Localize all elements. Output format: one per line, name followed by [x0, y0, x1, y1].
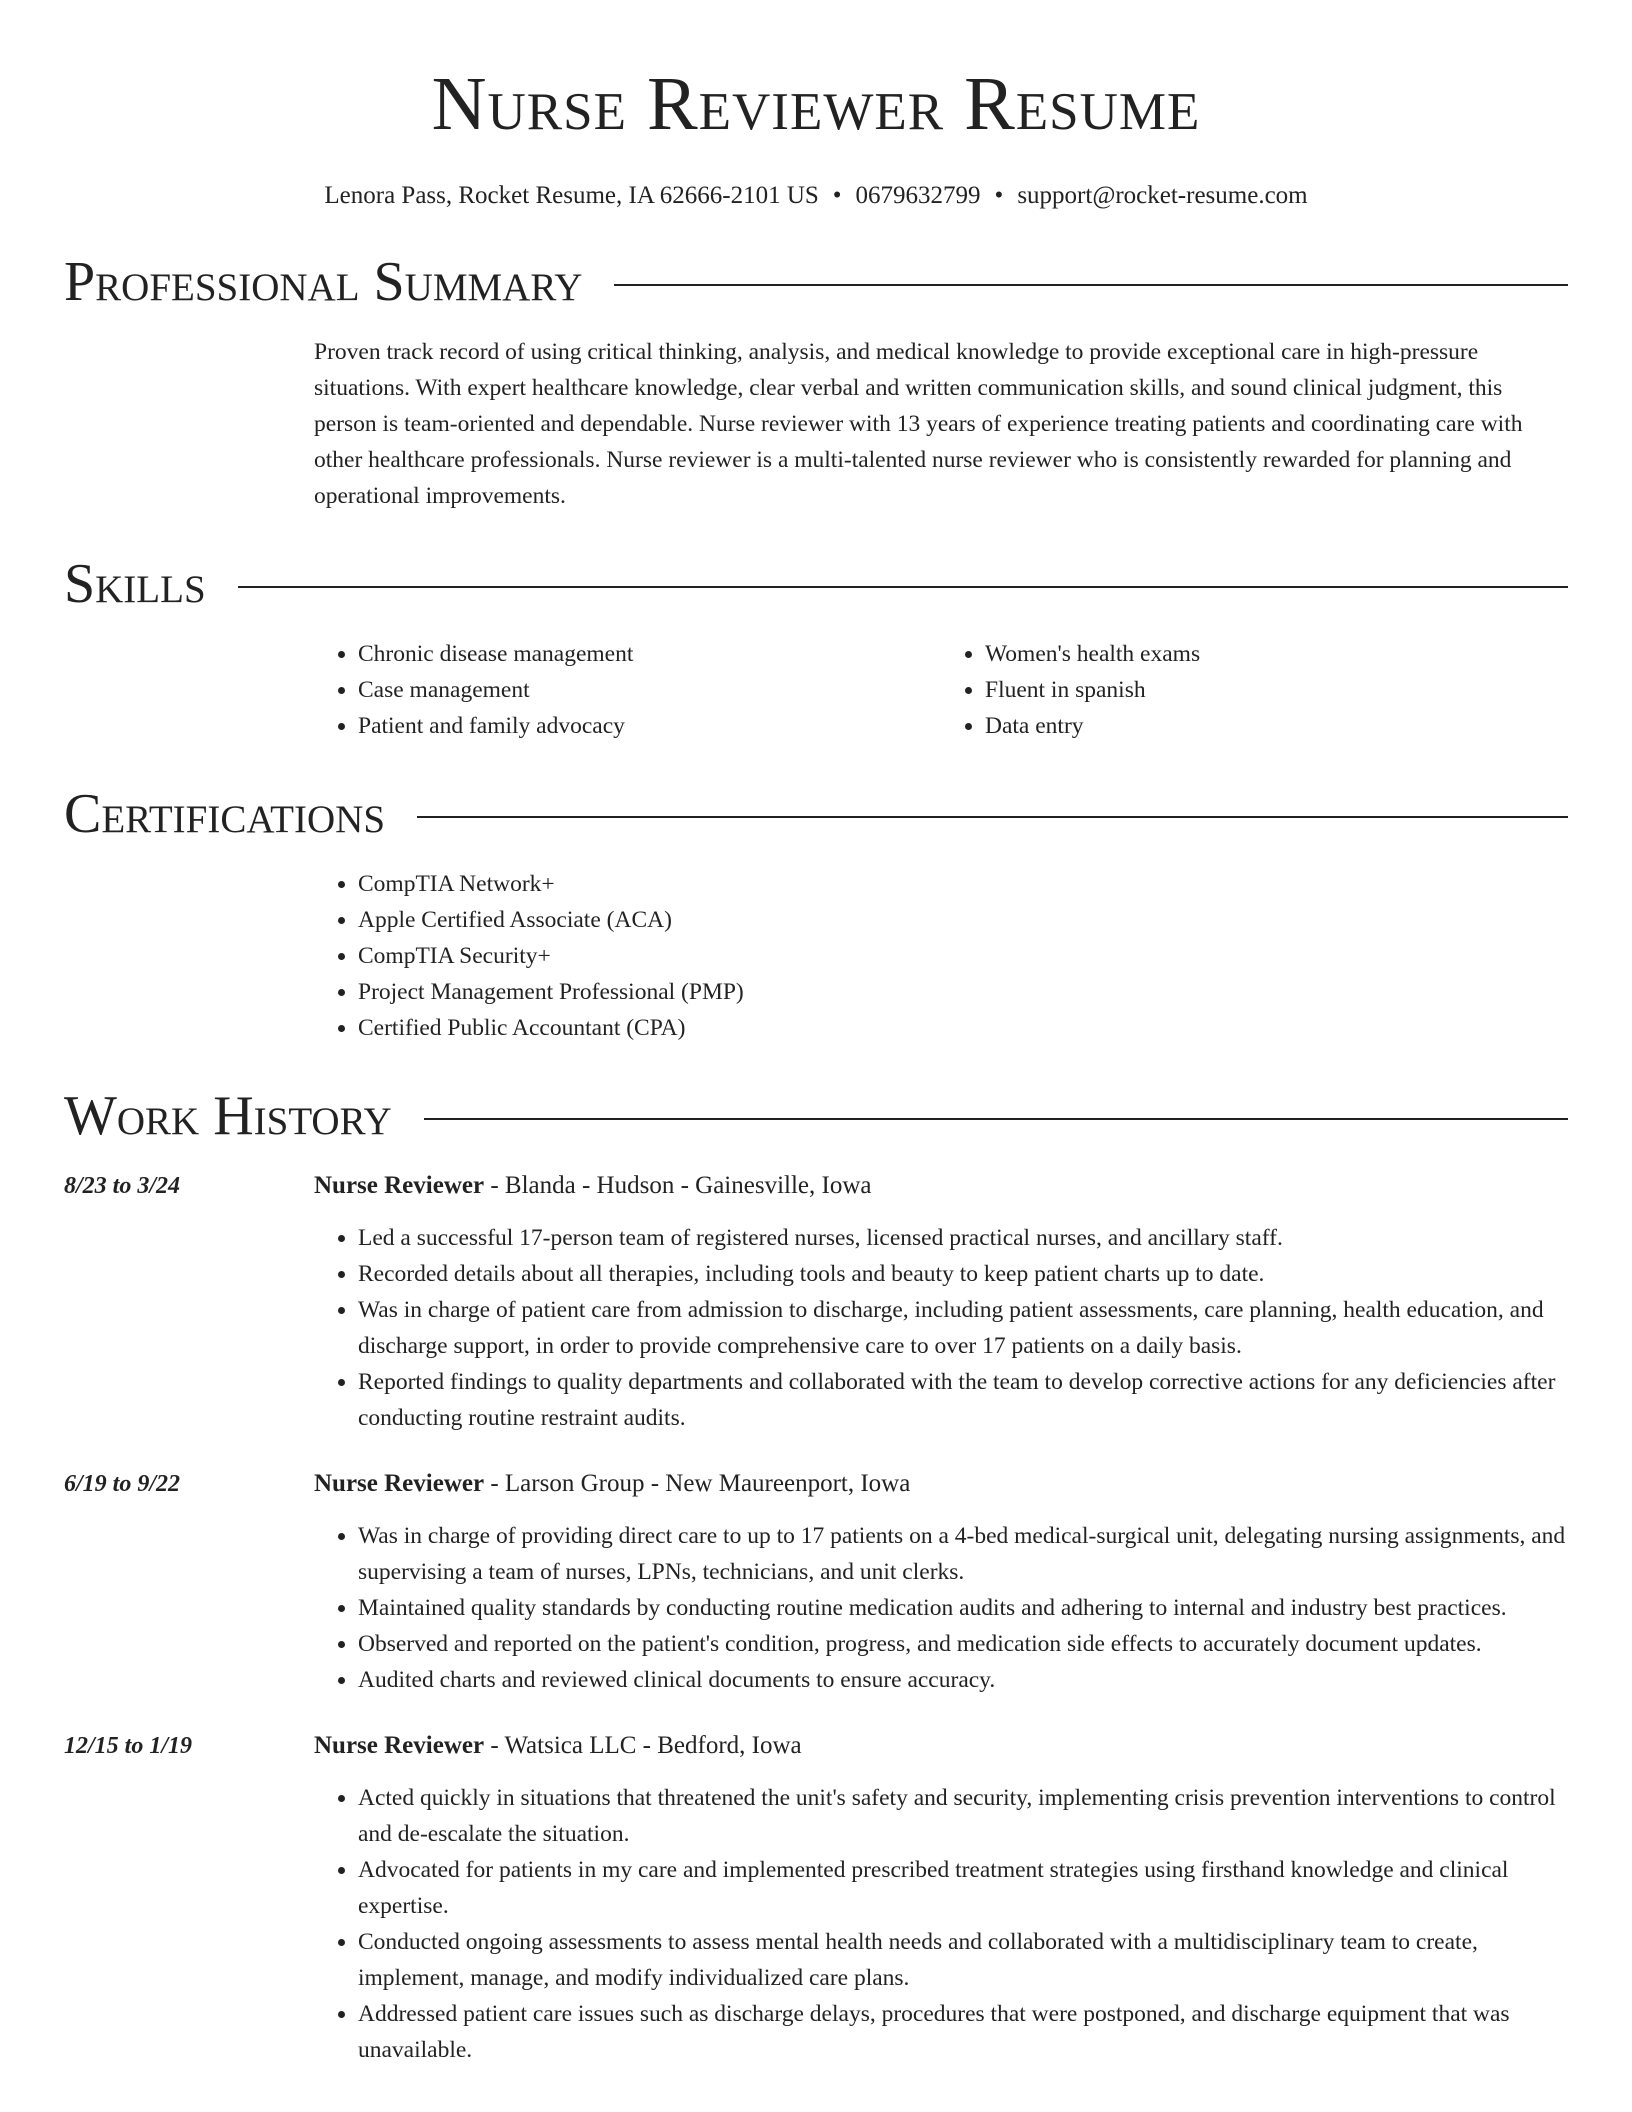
job-bullet: • Was in charge of patient care from admission to discharge, including patient assessments, care planning, health education, and discharge support, in order to provide comprehensive care to over 17 patients on a daily basis. — [358, 1292, 1568, 1364]
contact-line — [64, 180, 1568, 212]
certifications-section — [314, 866, 1568, 1046]
certifications-list — [314, 866, 1568, 1046]
job-bullet: • Addressed patient care issues such as discharge delays, procedures that were postponed, and discharge equipment that was unavailable. — [358, 1996, 1568, 2068]
summary-heading: Professional Summary — [64, 251, 583, 313]
skill-item: • Data entry — [985, 708, 1568, 744]
job-content — [314, 1168, 1568, 1436]
job-bullet: • Conducted ongoing assessments to assess mental health needs and collaborated with a multidisciplinary team to create, implement, manage, and modify individualized care plans. — [358, 1924, 1568, 1996]
job-entry — [64, 1168, 1568, 1436]
job-bullet: • Acted quickly in situations that threatened the unit's safety and security, implementing crisis prevention interventions to control and de-escalate the situation. — [358, 1780, 1568, 1852]
certifications-section-header — [64, 782, 1568, 846]
job-dates: 8/23 to 3/24 — [64, 1173, 181, 1199]
job-dates: 6/19 to 9/22 — [64, 1471, 181, 1497]
contact-address: Lenora Pass, Rocket Resume, IA 62666-2101 US — [324, 182, 819, 209]
skill-item: • Chronic disease management — [358, 636, 941, 672]
skill-item: • Women's health exams — [985, 636, 1568, 672]
contact-separator: • — [832, 182, 842, 209]
skills-section-header — [64, 552, 1568, 616]
job-heading — [314, 1466, 1568, 1502]
job-entry — [64, 1466, 1568, 1698]
job-bullets — [314, 1780, 1568, 2068]
job-content — [314, 1466, 1568, 1698]
skills-section — [314, 636, 1568, 744]
job-bullet: • Recorded details about all therapies, including tools and beauty to keep patient charts up to date. — [358, 1256, 1568, 1292]
contact-separator: • — [994, 182, 1004, 209]
section-divider — [424, 1118, 1568, 1120]
skills-heading: Skills — [64, 553, 206, 615]
job-bullet: • Led a successful 17-person team of registered nurses, licensed practical nurses, and ancillary staff. — [358, 1220, 1568, 1256]
job-bullet: • Was in charge of providing direct care to up to 17 patients on a 4-bed medical-surgical unit, delegating nursing assignments, and supervising a team of nurses, LPNs, technicians, and unit clerks. — [358, 1518, 1568, 1590]
job-entry — [64, 1728, 1568, 2068]
job-bullets — [314, 1220, 1568, 1436]
skills-column-left — [314, 636, 941, 744]
job-employer-location: - Watsica LLC - Bedford, Iowa — [484, 1732, 802, 1759]
job-bullet: • Maintained quality standards by conducting routine medication audits and adhering to internal and industry best practices. — [358, 1590, 1568, 1626]
certification-item: • Apple Certified Associate (ACA) — [358, 902, 1568, 938]
job-bullet: • Observed and reported on the patient's condition, progress, and medication side effects to accurately document updates. — [358, 1626, 1568, 1662]
job-heading — [314, 1728, 1568, 1764]
job-employer-location: - Larson Group - New Maureenport, Iowa — [484, 1470, 911, 1497]
skills-column-right — [941, 636, 1568, 744]
job-content — [314, 1728, 1568, 2068]
certification-item: • CompTIA Network+ — [358, 866, 1568, 902]
job-role: Nurse Reviewer — [314, 1732, 485, 1759]
job-bullets — [314, 1518, 1568, 1698]
skill-item: • Patient and family advocacy — [358, 708, 941, 744]
job-dates: 12/15 to 1/19 — [64, 1733, 193, 1759]
page-title: Nurse Reviewer Resume — [431, 62, 1201, 146]
summary-section — [314, 334, 1568, 514]
job-bullet: • Advocated for patients in my care and implemented prescribed treatment strategies using firsthand knowledge and clinical expertise. — [358, 1852, 1568, 1924]
certification-item: • Certified Public Accountant (CPA) — [358, 1010, 1568, 1046]
job-employer-location: - Blanda - Hudson - Gainesville, Iowa — [484, 1172, 872, 1199]
job-heading — [314, 1168, 1568, 1204]
job-role: Nurse Reviewer — [314, 1172, 485, 1199]
job-role: Nurse Reviewer — [314, 1470, 485, 1497]
job-bullet: • Reported findings to quality departments and collaborated with the team to develop corrective actions for any deficiencies after conducting routine restraint audits. — [358, 1364, 1568, 1436]
section-divider — [614, 284, 1568, 286]
summary-text: Proven track record of using critical thinking, analysis, and medical knowledge to provide exceptional care in high-pressure situations. With expert healthcare knowledge, clear verbal and written communication skills, and sound clinical judgment, this person is team-oriented and dependable. Nurse reviewer with 13 years of experience treating patients and coordinating care with other healthcare professionals. Nurse reviewer is a multi-talented nurse reviewer who is consistently rewarded for planning and operational improvements. — [314, 339, 1523, 509]
skill-item: • Fluent in spanish — [985, 672, 1568, 708]
work-history-section-header — [64, 1084, 1568, 1148]
skills-list-right — [941, 636, 1568, 744]
certification-item: • Project Management Professional (PMP) — [358, 974, 1568, 1010]
contact-email: support@rocket-resume.com — [1017, 182, 1308, 209]
job-bullet: • Audited charts and reviewed clinical documents to ensure accuracy. — [358, 1662, 1568, 1698]
summary-section-header — [64, 250, 1568, 314]
work-history-heading: Work History — [64, 1085, 392, 1147]
section-divider — [417, 816, 1568, 818]
work-history-section — [64, 1168, 1568, 2068]
certification-item: • CompTIA Security+ — [358, 938, 1568, 974]
skill-item: • Case management — [358, 672, 941, 708]
skills-list-left — [314, 636, 941, 744]
section-divider — [238, 586, 1568, 588]
contact-phone: 0679632799 — [855, 182, 981, 209]
certifications-heading: Certifications — [64, 783, 386, 845]
skills-grid — [314, 636, 1568, 744]
